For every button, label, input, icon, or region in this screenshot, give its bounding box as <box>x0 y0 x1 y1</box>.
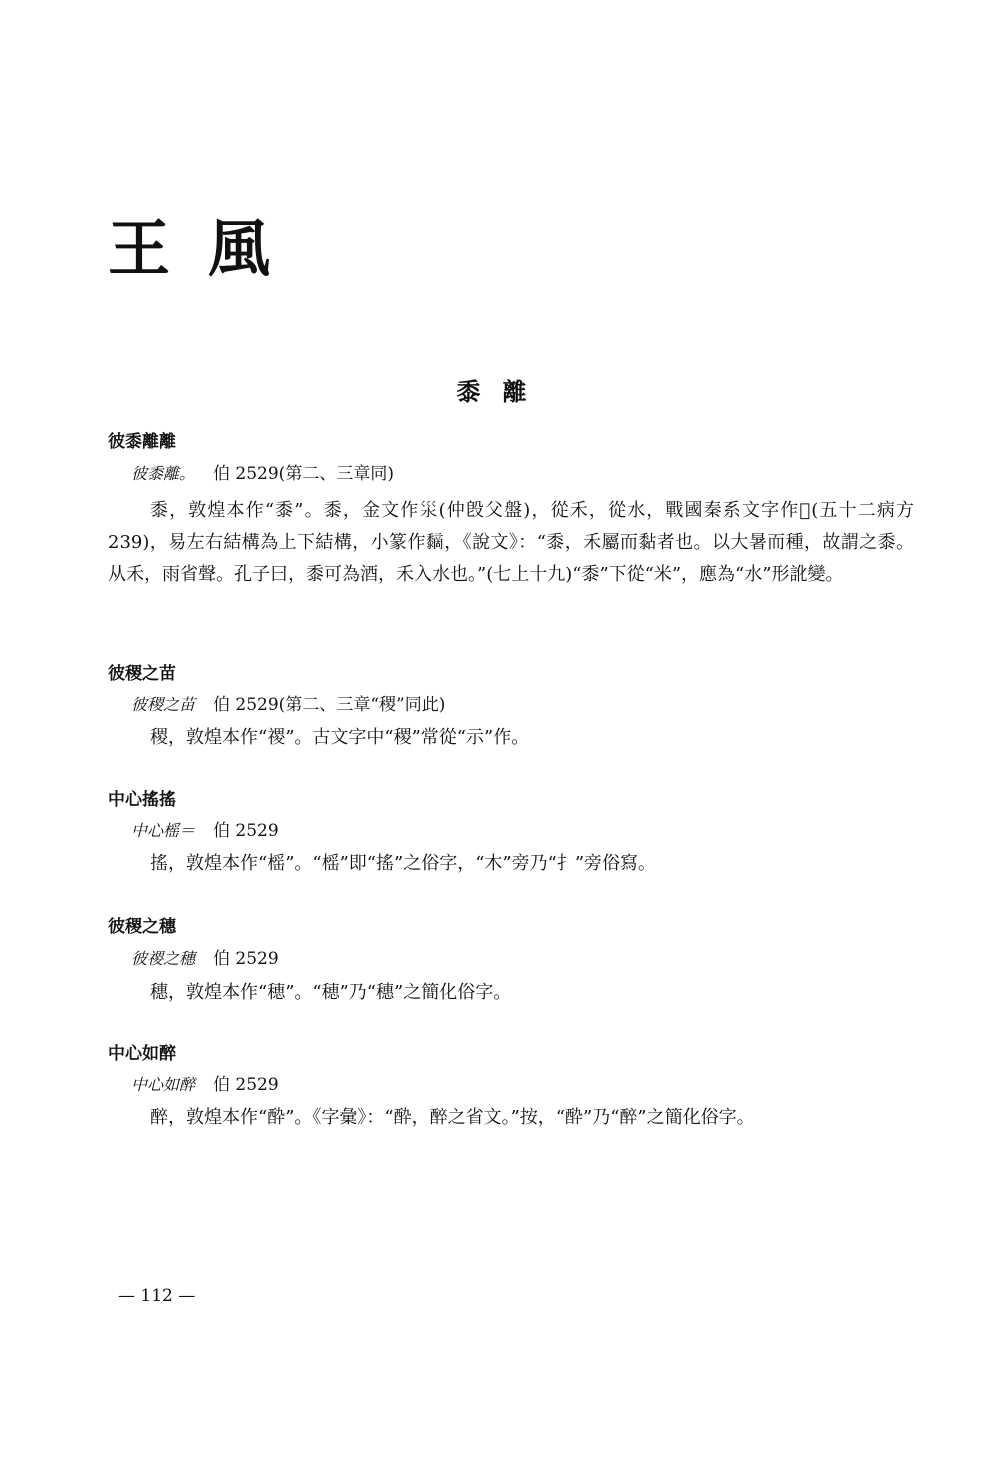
source-quote: 中心如醉 <box>131 1075 196 1094</box>
manuscript-reference: 伯 2529(第二、三章“稷”同此) <box>213 695 446 715</box>
commentary-note: 醉，敦煌本作“酔”。《字彙》：“酔，醉之省文。”按，“酔”乃“醉”之簡化俗字。 <box>150 1107 755 1128</box>
source-line <box>131 1077 279 1094</box>
source-quote: 彼稷之苗 <box>131 695 196 714</box>
source-line <box>131 823 279 840</box>
entry-heading: 中心如醉 <box>108 1044 176 1064</box>
commentary-note: 稷，敦煌本作“禝”。古文字中“稷”常從“示”作。 <box>150 727 530 748</box>
source-line <box>131 466 394 483</box>
entry-heading: 中心搖搖 <box>108 790 176 810</box>
entry-heading: 彼黍離離 <box>108 432 176 452</box>
entry-heading: 彼稷之穗 <box>108 917 176 937</box>
source-quote: 彼禝之穗 <box>131 949 196 968</box>
manuscript-reference: 伯 2529 <box>213 949 279 969</box>
entry-heading: 彼稷之苗 <box>108 664 176 684</box>
source-quote: 中心榣＝ <box>131 821 196 840</box>
manuscript-reference: 伯 2529 <box>213 821 279 841</box>
source-line <box>131 951 279 968</box>
page-number: — 112 — <box>118 1286 196 1306</box>
manuscript-reference: 伯 2529 <box>213 1075 279 1095</box>
source-quote: 彼黍離。 <box>131 464 196 483</box>
commentary-note: 搖，敦煌本作“榣”。“榣”即“搖”之俗字，“木”旁乃“扌”旁俗寫。 <box>150 853 657 874</box>
section-title: 黍離 <box>456 377 549 406</box>
source-line <box>131 697 445 714</box>
commentary-note: 穗，敦煌本作“穂”。“穂”乃“穗”之簡化俗字。 <box>150 982 512 1003</box>
chapter-title: 王風 <box>108 212 309 285</box>
manuscript-reference: 伯 2529(第二、三章同) <box>213 464 394 484</box>
commentary-note: 黍，敦煌本作“黍”。黍，金文作𣲂(仲𣪘父盤)，從禾，從水，戰國秦系文字作𥞊(五十二病方 239)，易左右結構為上下結構，小篆作𪐏，《說文》：“黍，禾屬而黏者也。以大暑而種，故謂之黍。从禾，雨省聲。孔子曰，黍可為酒，禾入水也。”(七上十九)“黍”下從“米”，應為“水”形訛變。 <box>108 500 914 585</box>
